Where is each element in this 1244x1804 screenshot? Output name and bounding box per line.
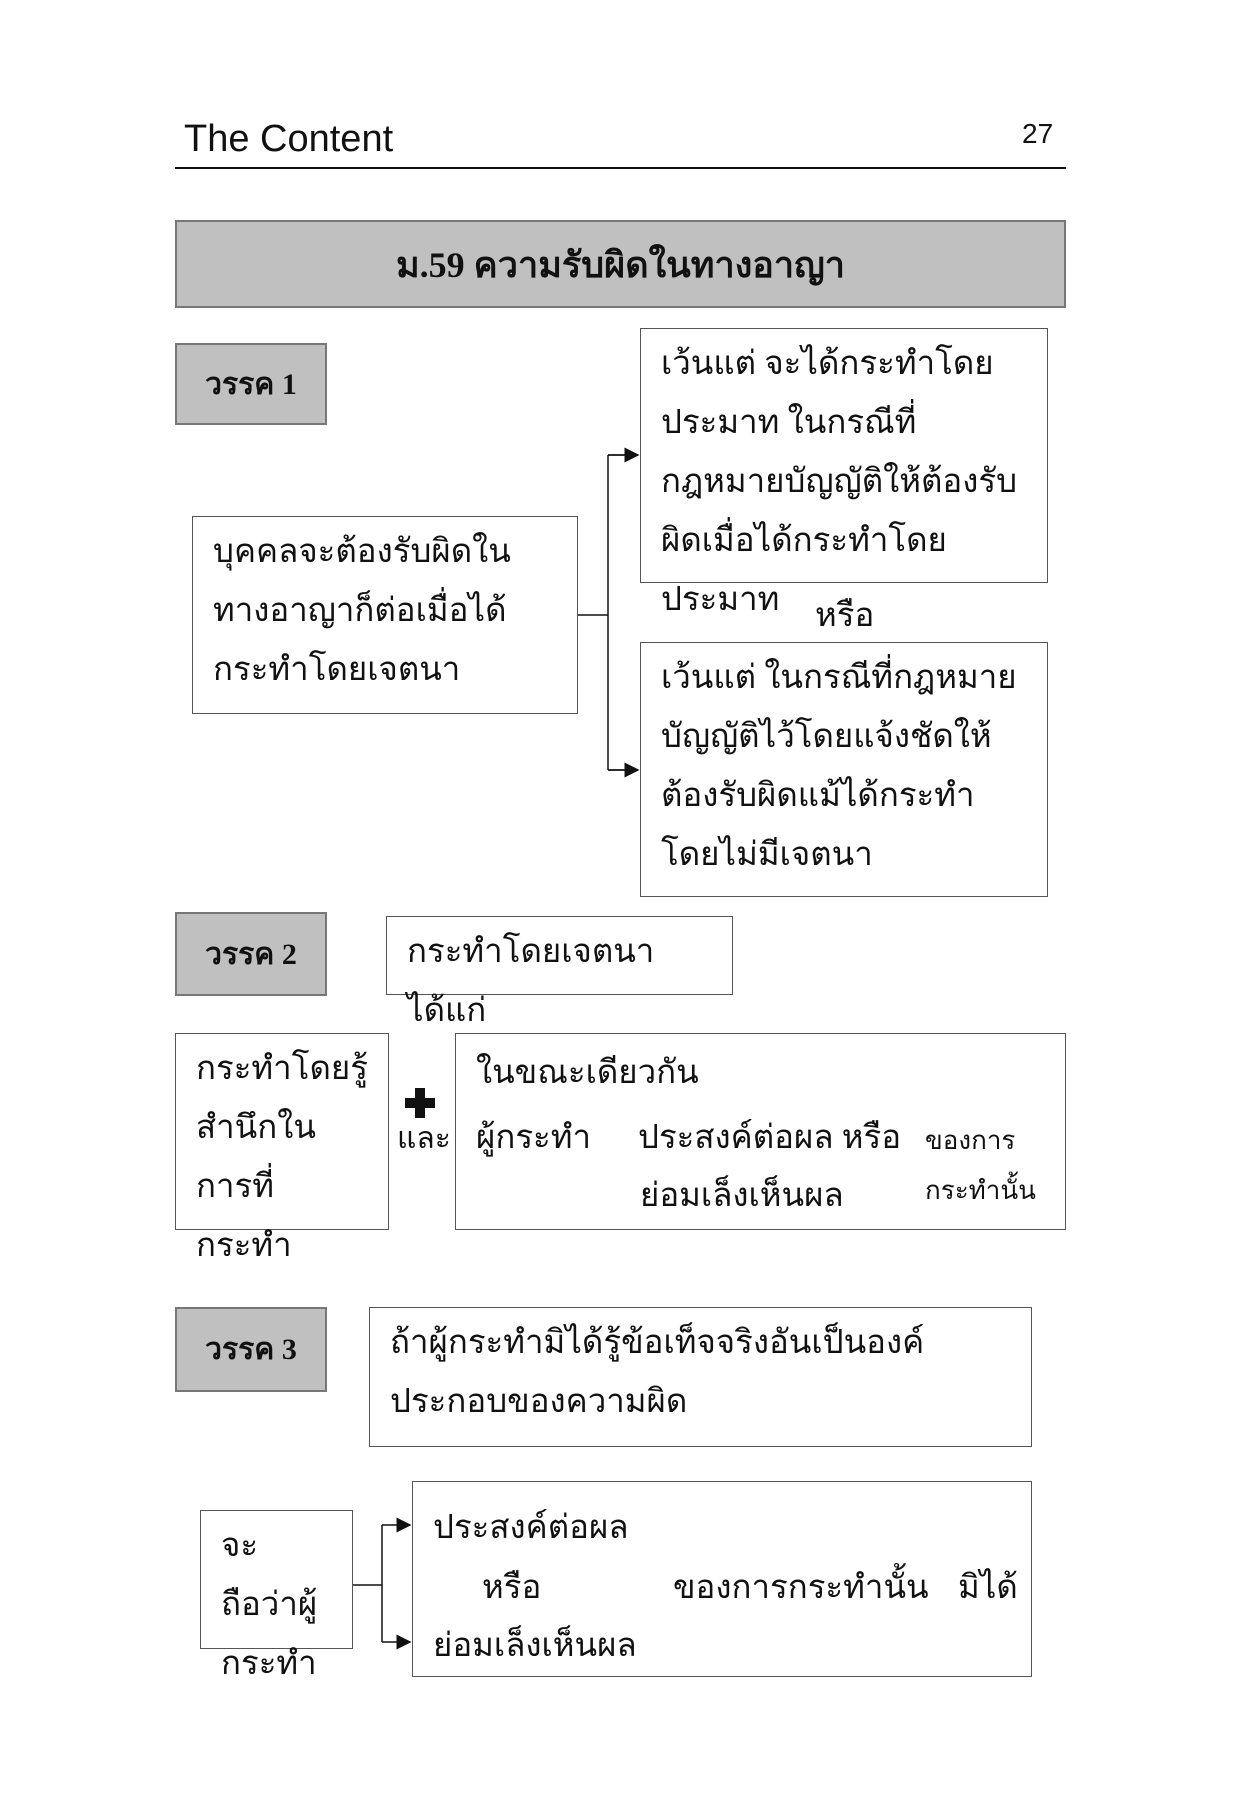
para1-exception1-box: เว้นแต่ จะได้กระทำโดยประมาท ในกรณีที่กฎหมายบัญญัติให้ต้องรับผิดเมื่อได้กระทำโดยประมาท: [640, 328, 1048, 583]
p3-of-act: ของการกระทำนั้น: [673, 1570, 929, 1606]
para1-main-box: บุคคลจะต้องรับผิดในทางอาญาก็ต่อเมื่อได้กระทำโดยเจตนา: [192, 516, 578, 714]
section-title: ม.59 ความรับผิดในทางอาญา: [175, 220, 1066, 308]
para1-label: วรรค 1: [175, 343, 327, 425]
para2-label: วรรค 2: [175, 912, 327, 996]
simultaneous-text: ในขณะเดียวกัน: [476, 1055, 699, 1091]
plus-icon: [405, 1088, 435, 1118]
p3-result: มิได้: [958, 1570, 1018, 1606]
deemed-box: จะถือว่าผู้กระทำ: [200, 1510, 353, 1649]
para3-text-box: ถ้าผู้กระทำมิได้รู้ข้อเท็จจริงอันเป็นองค์ประกอบของความผิด: [369, 1307, 1032, 1447]
para2-definition: กระทำโดยเจตนา ได้แก่: [386, 916, 733, 995]
para3-label: วรรค 3: [175, 1307, 327, 1392]
p3-foresee: ย่อมเล็งเห็นผล: [433, 1628, 637, 1664]
foresee-text: ย่อมเล็งเห็นผล: [640, 1178, 844, 1214]
para1-branch: [578, 455, 638, 770]
of-act-2: กระทำนั้น: [925, 1176, 1036, 1205]
p3-intend: ประสงค์ต่อผล: [433, 1510, 629, 1546]
p3-or: หรือ: [482, 1570, 542, 1606]
para2-conscious-box: กระทำโดยรู้สำนึกในการที่กระทำ: [175, 1033, 389, 1230]
actor-text: ผู้กระทำ: [476, 1120, 592, 1156]
header-title: The Content: [184, 118, 394, 160]
para1-exception2-box: เว้นแต่ ในกรณีที่กฎหมายบัญญัติไว้โดยแจ้งชัดให้ต้องรับผิดแม้ได้กระทำโดยไม่มีเจตนา: [640, 642, 1048, 897]
page-number: 27: [1022, 118, 1054, 149]
para1-or: หรือ: [815, 598, 875, 634]
of-act-1: ของการ: [925, 1126, 1016, 1155]
and-label: และ: [397, 1122, 451, 1155]
intend-text: ประสงค์ต่อผล หรือ: [638, 1120, 902, 1156]
